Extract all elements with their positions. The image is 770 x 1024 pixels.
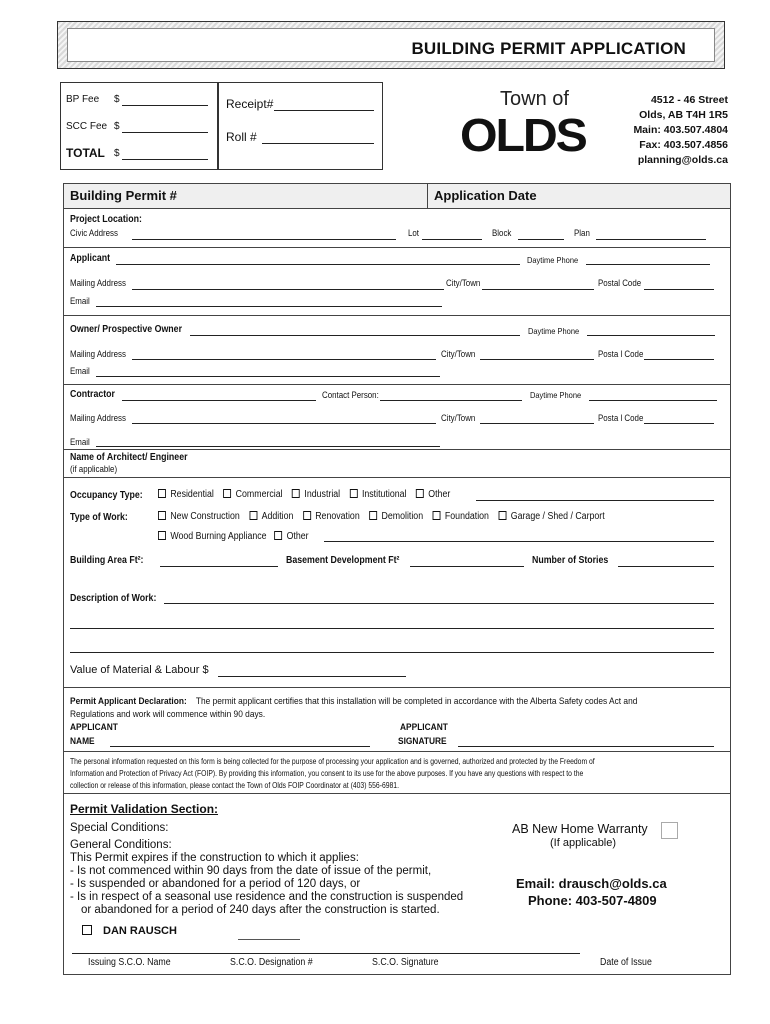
- building-area-label: Building Area Ft²:: [70, 555, 144, 566]
- contractor-phone-field[interactable]: [589, 400, 717, 401]
- condition-3: - Is in respect of a seasonal use residence and the construction is suspended: [70, 891, 464, 903]
- divider: [63, 477, 731, 478]
- description-field-3[interactable]: [70, 652, 714, 653]
- block-label: Block: [492, 228, 512, 238]
- applicant-signature-field[interactable]: [458, 746, 714, 747]
- foundation-checkbox[interactable]: [433, 511, 441, 520]
- bp-fee-currency: $: [114, 94, 120, 105]
- declaration-text2: Regulations and work will commence within 90 days.: [70, 709, 266, 720]
- owner-label: Owner/ Prospective Owner: [70, 324, 182, 335]
- applicant-mailing-label: Mailing Address: [70, 278, 126, 288]
- foip-line1: The personal information requested on this form is being collected for the purpose of processing your application and is governed, authorized and protected by the Freedom of: [70, 757, 595, 766]
- contact-phone: Phone: 403-507-4809: [528, 893, 657, 908]
- total-currency: $: [114, 148, 120, 159]
- new-construction-label: New Construction: [170, 511, 240, 522]
- addition-label: Addition: [261, 511, 294, 522]
- wood-burning-label: Wood Burning Appliance: [170, 531, 267, 542]
- condition-3b: or abandoned for a period of 240 days after the construction is started.: [81, 904, 440, 916]
- warranty-sub-label: (If applicable): [550, 837, 617, 849]
- civic-address-label: Civic Address: [70, 228, 118, 238]
- institutional-label: Institutional: [361, 489, 407, 500]
- signature-line[interactable]: [72, 953, 580, 954]
- description-field-1[interactable]: [164, 603, 714, 604]
- divider: [63, 208, 731, 209]
- occupancy-other-checkbox[interactable]: [416, 489, 424, 498]
- foip-line3: collection or release of this information, please contact the Town of Olds FOIP Coordinator at (403) 556-6981.: [70, 781, 399, 790]
- expires-text: This Permit expires if the construction to which it applies:: [70, 852, 359, 864]
- commercial-checkbox[interactable]: [223, 489, 231, 498]
- wood-burning-checkbox[interactable]: [158, 531, 166, 540]
- address-fax: Fax: 403.507.4856: [639, 139, 728, 151]
- general-conditions: [70, 839, 463, 917]
- sco-name: DAN RAUSCH: [103, 925, 177, 937]
- contractor-label: Contractor: [70, 389, 115, 400]
- declaration-text1: The permit applicant certifies that this installation will be completed in accordance with the Alberta Safety codes Act and: [195, 696, 638, 707]
- sco-name-row: [82, 925, 177, 937]
- scc-fee-label: SCC Fee: [66, 121, 108, 132]
- owner-phone-label: Daytime Phone: [528, 326, 580, 336]
- industrial-label: Industrial: [304, 489, 341, 500]
- owner-field[interactable]: [190, 335, 520, 336]
- garage-label: Garage / Shed / Carport: [510, 511, 605, 522]
- industrial-checkbox[interactable]: [292, 489, 300, 498]
- plan-label: Plan: [574, 228, 590, 238]
- declaration-line1: [70, 696, 637, 707]
- applicant-postal-field[interactable]: [644, 289, 714, 290]
- owner-mailing-field[interactable]: [132, 359, 436, 360]
- new-construction-checkbox[interactable]: [158, 511, 166, 520]
- occupancy-other-field[interactable]: [476, 500, 714, 501]
- lot-label: Lot: [408, 228, 420, 238]
- applicant-mailing-field[interactable]: [132, 289, 444, 290]
- logo-main-text: OLDS: [460, 109, 586, 161]
- description-field-2[interactable]: [70, 628, 714, 629]
- applicant-caption: APPLICANT: [70, 722, 118, 733]
- lot-field[interactable]: [422, 239, 482, 240]
- residential-checkbox[interactable]: [158, 489, 166, 498]
- warranty-label: AB New Home Warranty: [512, 822, 648, 836]
- signature-caption: SIGNATURE: [398, 736, 447, 747]
- occupancy-other-label: Other: [428, 489, 451, 500]
- contact-person-label: Contact Person:: [322, 390, 379, 400]
- institutional-checkbox[interactable]: [350, 489, 358, 498]
- address-email: planning@olds.ca: [637, 154, 728, 166]
- declaration-label: Permit Applicant Declaration:: [70, 696, 187, 707]
- block-field[interactable]: [518, 239, 564, 240]
- contact-email: Email: drausch@olds.ca: [516, 876, 667, 891]
- owner-postal-field[interactable]: [644, 359, 714, 360]
- owner-email-field[interactable]: [96, 376, 440, 377]
- general-conditions-label: General Conditions:: [70, 839, 172, 851]
- description-label: Description of Work:: [70, 593, 157, 604]
- commercial-label: Commercial: [235, 489, 283, 500]
- work-other-checkbox[interactable]: [274, 531, 282, 540]
- divider: [63, 449, 731, 450]
- town-of-olds-logo: [460, 88, 610, 168]
- sco-designation-mark: [238, 939, 300, 940]
- owner-postal-label: Posta l Code: [598, 349, 644, 359]
- applicant-email-label: Email: [70, 296, 90, 306]
- receipt-box: [218, 82, 383, 170]
- application-date-label: Application Date: [434, 188, 537, 203]
- contractor-city-label: City/Town: [441, 413, 476, 423]
- owner-phone-field[interactable]: [587, 335, 715, 336]
- addition-checkbox[interactable]: [249, 511, 257, 520]
- work-other-field[interactable]: [324, 541, 714, 542]
- divider: [63, 384, 731, 385]
- divider: [63, 687, 731, 688]
- work-options: [158, 511, 605, 522]
- date-of-issue-label: Date of Issue: [600, 957, 652, 968]
- divider: [63, 247, 731, 248]
- total-field[interactable]: [122, 159, 208, 160]
- foip-line2: Information and Protection of Privacy Act (FOIP). By providing this information, you consent to its use for the above purposes. If you have any questions with respect to the: [70, 769, 584, 778]
- type-of-work-label: Type of Work:: [70, 512, 128, 523]
- issuing-sco-name-label: Issuing S.C.O. Name: [88, 957, 171, 968]
- owner-city-label: City/Town: [441, 349, 476, 359]
- logo-top-text: Town of: [500, 88, 569, 110]
- building-area-field[interactable]: [160, 566, 278, 567]
- address-city: Olds, AB T4H 1R5: [639, 109, 728, 121]
- work-other-label: Other: [286, 531, 309, 542]
- contractor-phone-label: Daytime Phone: [530, 390, 582, 400]
- garage-checkbox[interactable]: [498, 511, 506, 520]
- basement-field[interactable]: [410, 566, 524, 567]
- address-main-phone: Main: 403.507.4804: [633, 124, 728, 136]
- owner-mailing-label: Mailing Address: [70, 349, 126, 359]
- sco-checkbox[interactable]: [82, 925, 92, 935]
- owner-email-label: Email: [70, 366, 90, 376]
- applicant-field[interactable]: [116, 264, 520, 265]
- applicant-name-field[interactable]: [110, 746, 370, 747]
- foundation-label: Foundation: [444, 511, 489, 522]
- applicant-caption-2: APPLICANT: [400, 722, 448, 733]
- town-address: [633, 93, 728, 168]
- contractor-city-field[interactable]: [480, 423, 594, 424]
- applicant-city-field[interactable]: [482, 289, 594, 290]
- condition-2: - Is suspended or abandoned for a period of 120 days, or: [70, 878, 361, 890]
- contractor-mailing-label: Mailing Address: [70, 413, 126, 423]
- applicant-city-label: City/Town: [446, 278, 481, 288]
- foip-notice: [70, 756, 595, 792]
- civic-address-field[interactable]: [132, 239, 396, 240]
- work-options-row2: [158, 531, 309, 542]
- special-conditions-label: Special Conditions:: [70, 822, 169, 834]
- header-divider: [427, 184, 428, 208]
- demolition-checkbox[interactable]: [369, 511, 377, 520]
- condition-1: - Is not commenced within 90 days from the date of issue of the permit,: [70, 865, 432, 877]
- owner-city-field[interactable]: [480, 359, 594, 360]
- contractor-mailing-field[interactable]: [132, 423, 436, 424]
- residential-label: Residential: [170, 489, 214, 500]
- applicant-phone-field[interactable]: [586, 264, 710, 265]
- permit-number-label: Building Permit #: [70, 188, 177, 203]
- total-label: TOTAL: [66, 146, 105, 160]
- basement-label: Basement Development Ft²: [286, 555, 400, 566]
- contractor-postal-field[interactable]: [644, 423, 714, 424]
- contractor-postal-label: Posta l Code: [598, 413, 644, 423]
- demolition-label: Demolition: [381, 511, 424, 522]
- contractor-field[interactable]: [122, 400, 316, 401]
- title-banner: [57, 21, 725, 69]
- applicant-postal-label: Postal Code: [598, 278, 642, 288]
- renovation-checkbox[interactable]: [303, 511, 311, 520]
- contractor-email-label: Email: [70, 437, 90, 447]
- applicant-email-field[interactable]: [96, 306, 442, 307]
- occupancy-options: [158, 489, 450, 500]
- applicant-label: Applicant: [70, 253, 111, 264]
- scc-fee-field[interactable]: [122, 132, 208, 133]
- occupancy-type-label: Occupancy Type:: [70, 490, 143, 501]
- plan-field[interactable]: [596, 239, 706, 240]
- title-inner: [67, 28, 715, 62]
- renovation-label: Renovation: [315, 511, 360, 522]
- contact-person-field[interactable]: [380, 400, 522, 401]
- sco-designation-label: S.C.O. Designation #: [230, 957, 313, 968]
- applicant-phone-label: Daytime Phone: [527, 255, 579, 265]
- receipt-field[interactable]: [274, 110, 374, 111]
- warranty-checkbox[interactable]: [661, 822, 678, 839]
- validation-heading: Permit Validation Section:: [70, 802, 219, 816]
- contractor-email-field[interactable]: [96, 446, 440, 447]
- page-title: BUILDING PERMIT APPLICATION: [411, 39, 686, 58]
- stories-label: Number of Stories: [532, 555, 609, 566]
- scc-fee-currency: $: [114, 121, 120, 132]
- architect-sub-label: (if applicable): [70, 464, 118, 474]
- value-field[interactable]: [218, 676, 406, 677]
- roll-field[interactable]: [262, 143, 374, 144]
- bp-fee-field[interactable]: [122, 105, 208, 106]
- roll-label: Roll #: [226, 130, 257, 144]
- sco-signature-label: S.C.O. Signature: [372, 957, 439, 968]
- name-caption: NAME: [70, 736, 95, 747]
- divider: [63, 315, 731, 316]
- divider: [63, 751, 731, 752]
- project-location-label: Project Location:: [70, 214, 142, 225]
- receipt-label: Receipt#: [226, 97, 274, 111]
- architect-label: Name of Architect/ Engineer: [70, 452, 188, 463]
- address-street: 4512 - 46 Street: [650, 94, 728, 106]
- value-label: Value of Material & Labour $: [70, 664, 209, 676]
- divider: [63, 793, 731, 794]
- bp-fee-label: BP Fee: [66, 94, 100, 105]
- stories-field[interactable]: [618, 566, 714, 567]
